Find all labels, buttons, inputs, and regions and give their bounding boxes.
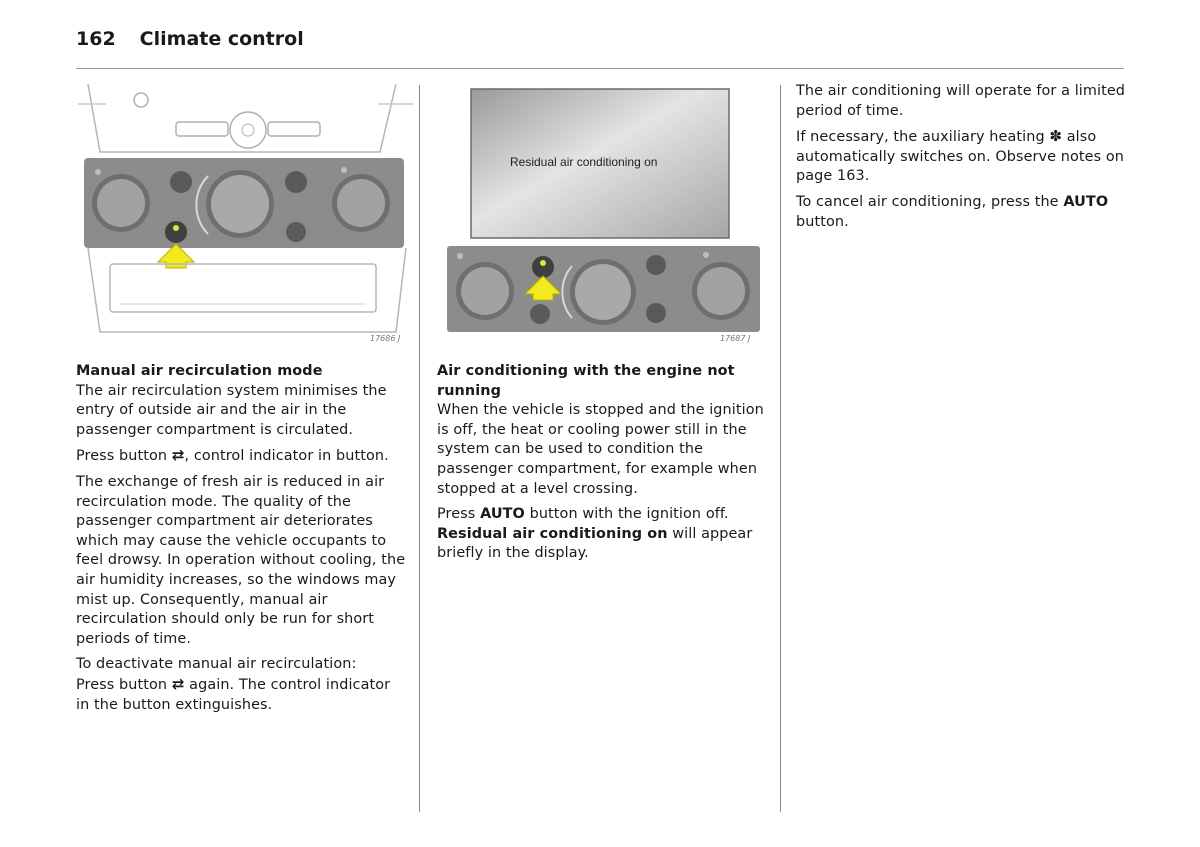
paragraph: The air recirculation system minimises the entry of outside air and the air in the passenger compartment is circulated. bbox=[76, 382, 387, 438]
paragraph: If necessary, the auxiliary heating ✽ also automatically switches on. Observe notes on page 163. bbox=[796, 127, 1125, 185]
paragraph: Press AUTO button with the ignition off. Residual air conditioning on will appear briefly in the display. bbox=[437, 506, 753, 562]
column-2 bbox=[437, 362, 767, 570]
page-number: 162 bbox=[76, 28, 116, 50]
figure-dashboard-panel bbox=[78, 84, 413, 348]
figure-code-right: 17687 J bbox=[720, 334, 751, 343]
auxiliary-heating-icon: ✽ bbox=[1049, 127, 1063, 146]
column-1 bbox=[76, 362, 406, 721]
section-heading-recirculation: Manual air recirculation mode bbox=[76, 363, 323, 379]
air-recirculation-icon: ⇄ bbox=[171, 446, 185, 465]
section-heading-engine-off: Air conditioning with the engine not running bbox=[437, 363, 735, 399]
paragraph: When the vehicle is stopped and the ignition is off, the heat or cooling power still in the system can be used to condition the passenger compartment, for example when stopped at a level crossing. bbox=[437, 402, 764, 497]
figure-display-panel bbox=[440, 86, 765, 336]
paragraph: The exchange of fresh air is reduced in air recirculation mode. The quality of the passenger compartment air deteriorates which may cause the vehicle occupants to feel drowsy. In operation without cooling, the air humidity increases, so the windows may mist up. Consequently, manual air recirculation should only be run for short periods of time. bbox=[76, 473, 406, 647]
page-header bbox=[76, 28, 304, 50]
paragraph: Press button ⇄, control indicator in button. bbox=[76, 446, 389, 465]
figure-code-left: 17686 J bbox=[370, 334, 401, 343]
column-divider-1 bbox=[419, 85, 420, 812]
paragraph: The air conditioning will operate for a limited period of time. bbox=[796, 83, 1126, 119]
header-rule bbox=[76, 68, 1124, 69]
column-divider-2 bbox=[780, 85, 781, 812]
paragraph: To cancel air conditioning, press the AUTO button. bbox=[796, 193, 1109, 230]
page-title: Climate control bbox=[139, 28, 304, 50]
column-3 bbox=[796, 82, 1126, 238]
paragraph: To deactivate manual air recirculation: Press button ⇄ again. The control indicator in the button extinguishes. bbox=[76, 656, 391, 713]
display-text: Residual air conditioning on bbox=[510, 155, 658, 169]
air-recirculation-icon: ⇄ bbox=[171, 674, 185, 693]
